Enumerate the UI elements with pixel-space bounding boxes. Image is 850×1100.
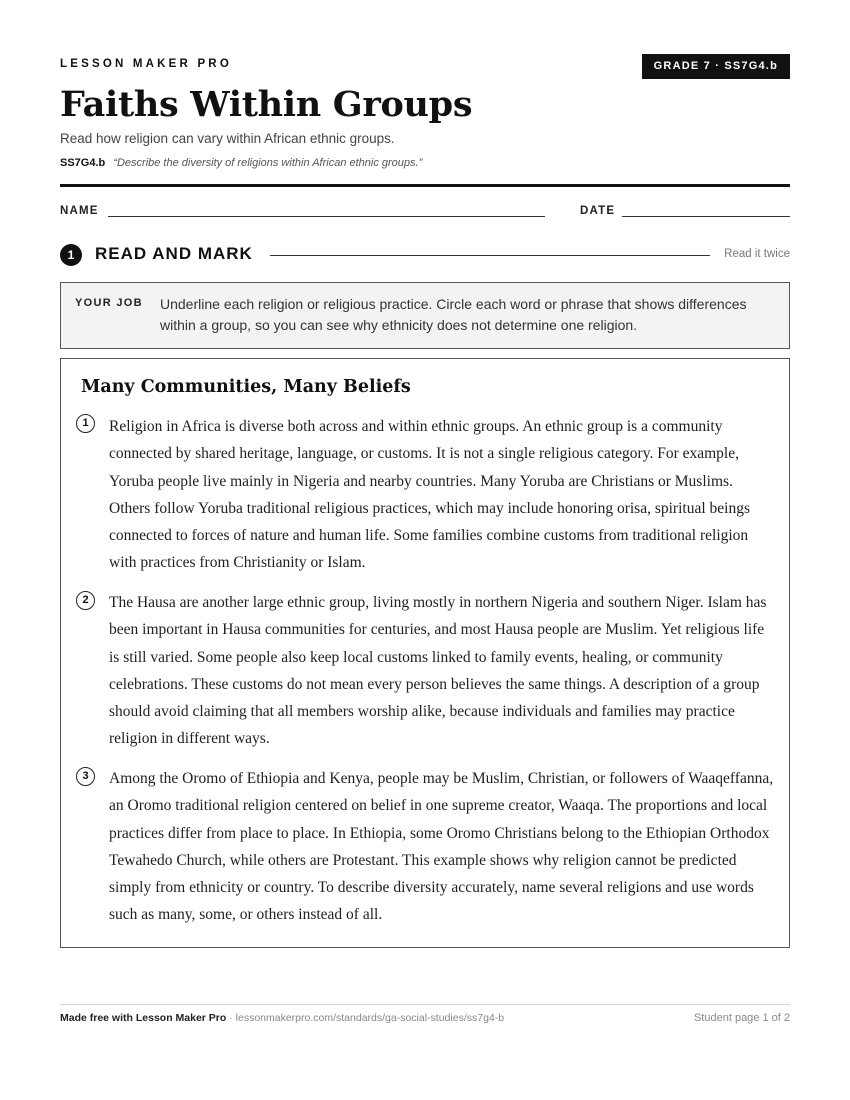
header-divider <box>60 184 790 187</box>
paragraph-number: 2 <box>76 591 95 610</box>
footer-made-with: Made free with Lesson Maker Pro <box>60 1012 227 1024</box>
section-note: Read it twice <box>724 248 790 260</box>
job-text: Underline each religion or religious practice. Circle each word or phrase that shows differences within a group, so you can see why ethnicity does not determine one religion. <box>160 296 747 333</box>
standard-text: “Describe the diversity of religions within African ethnic groups.” <box>113 157 423 169</box>
name-field[interactable] <box>108 216 545 217</box>
date-label: DATE <box>580 205 616 217</box>
footer-divider <box>60 1004 790 1005</box>
section-number-badge: 1 <box>60 244 82 266</box>
job-instructions-box <box>60 282 790 349</box>
reading-passage-box <box>60 358 790 948</box>
paragraph: The Hausa are another large ethnic group, living mostly in northern Nigeria and southern Niger. Islam has been important in Hausa communities for centuries, and most Hausa people are Muslim. Yet religious life is still varied. Some people also keep local customs linked to family events, healing, or community celebrations. These customs do not mean every person believes the same things. A description of a group should avoid claiming that all members worship alike, because individuals and families may practice religion in different ways. <box>109 594 767 748</box>
page-title: Faiths Within Groups <box>60 84 473 125</box>
standard-code: SS7G4.b <box>60 157 106 169</box>
name-label: NAME <box>60 205 99 217</box>
footer-url[interactable]: · lessonmakerpro.com/standards/ga-social-studies/ss7g4-b <box>226 1012 505 1024</box>
worksheet-page <box>60 0 790 1100</box>
standard-line <box>60 157 422 169</box>
section-title: READ AND MARK <box>95 244 253 263</box>
paragraph-number: 1 <box>76 414 95 433</box>
section-header <box>60 243 790 267</box>
paragraph: Religion in Africa is diverse both across and within ethnic groups. An ethnic group is a community connected by shared heritage, language, or customs. It is not a single religious category. For example, Yoruba people live mainly in Nigeria and nearby countries. Many Yoruba are Christians or Muslims. Others follow Yoruba traditional religious practices, which may include honoring orisa, spiritual beings connected to forces of nature and human life. Some families combine customs from traditional religion with practices from Christianity or Islam. <box>109 418 750 572</box>
job-label: YOUR JOB <box>75 297 143 309</box>
grade-badge: GRADE 7 · SS7G4.b <box>642 54 790 79</box>
page-subtitle: Read how religion can vary within African ethnic groups. <box>60 131 395 146</box>
footer-credit <box>60 1012 504 1024</box>
name-date-row <box>60 205 790 221</box>
paragraph: Among the Oromo of Ethiopia and Kenya, people may be Muslim, Christian, or followers of Waaqeffanna, an Oromo traditional religion centered on belief in one supreme creator, Waaqa. The proportions and local practices differ from place to place. In Ethiopia, some Oromo Christians belong to the Ethiopian Orthodox Tewahedo Church, while others are Protestant. This example shows why religion cannot be predicted simply from ethnicity or country. To describe diversity accurately, name several religions and use words such as many, some, or others instead of all. <box>109 770 774 924</box>
page-indicator: Student page 1 of 2 <box>693 1012 790 1024</box>
date-field[interactable] <box>622 216 790 217</box>
reading-title: Many Communities, Many Beliefs <box>81 377 411 397</box>
brand-name: LESSON MAKER PRO <box>60 58 232 70</box>
paragraph-number: 3 <box>76 767 95 786</box>
section-rule <box>270 255 710 256</box>
